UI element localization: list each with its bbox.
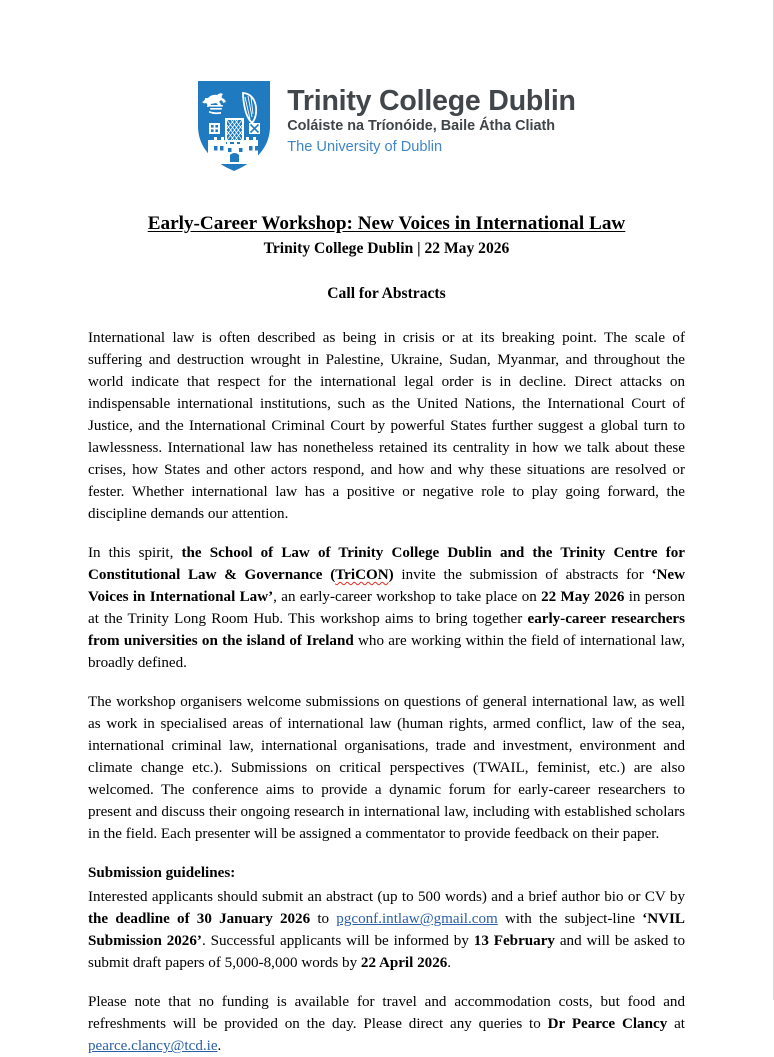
- p4-notification-date: 13 February: [473, 933, 555, 950]
- p2-seg-5: invite the submission of abstracts for: [393, 566, 652, 583]
- p4-subject-line: ‘NVIL Submission 2026’: [88, 911, 685, 950]
- wordmark-subtitle: The University of Dublin: [287, 139, 443, 156]
- paragraph-organisers: [88, 542, 685, 674]
- p2-seg-2: the School of Law of Trinity College Dublin and the Trinity Centre for Constitutional Law & Governance (: [88, 544, 685, 583]
- p2-seg-9: in person at the Trinity Long Room Hub. This workshop aims to bring together: [88, 588, 686, 627]
- p2-seg-1: In this spirit,: [88, 544, 182, 561]
- paragraph-crisis: International law is often described as being in crisis or at its breaking point. The scale of suffering and destruction wrought in Palestine, Ukraine, Sudan, Myanmar, and throughout the world indicate that respect for the international legal order is in decline. Direct attacks on indispensable international institutions, such as the United Nations, the International Court of Justice, and the International Criminal Court by powerful States further suggest a global turn to lawlessness. International law has nonetheless retained its centrality in how we talk about these crises, how States and other actors respond, and how and why these situations are resolved or fester. Whether international law has a positive or negative role to play going forward, the discipline demands our attention.: [88, 329, 685, 522]
- p2-seg-11: who are working within the field of international law, broadly defined.: [88, 632, 685, 671]
- p4-seg-11: .: [447, 955, 452, 972]
- p4-paper-deadline: 22 April 2026: [360, 955, 448, 972]
- p5-seg-5: .: [217, 1038, 222, 1055]
- wordmark-main: Trinity College Dublin: [287, 85, 576, 117]
- trinity-crest-icon: [197, 80, 271, 172]
- p2-seg-6: ‘New Voices in International Law’: [88, 566, 685, 605]
- submission-email-link[interactable]: pgconf.intlaw@gmail.com: [336, 911, 498, 928]
- p2-seg-7: , an early-career workshop to take place on: [273, 588, 542, 605]
- p4-seg-9: and will be asked to submit draft papers of 5,000-8,000 words by: [88, 933, 685, 972]
- p2-seg-10: early-career researchers from universities on the island of Ireland: [88, 610, 685, 649]
- document-title: [88, 212, 685, 236]
- paragraph-funding-note: [88, 991, 685, 1057]
- p5-contact-name: Dr Pearce Clancy: [547, 1016, 668, 1033]
- document-subtitle: Trinity College Dublin | 22 May 2026: [263, 240, 510, 257]
- contact-email-link[interactable]: pearce.clancy@tcd.ie: [88, 1038, 218, 1055]
- p4-seg-3: to: [310, 911, 337, 928]
- p4-seg-1: Interested applicants should submit an abstract (up to 500 words) and a brief author bio or CV by: [88, 889, 685, 906]
- section-heading-call-for-abstracts: Call for Abstracts: [327, 285, 446, 303]
- submission-guidelines-label: Submission guidelines:: [88, 865, 236, 882]
- letterhead: [88, 0, 685, 172]
- p5-seg-1: Please note that no funding is available for travel and accommodation costs, but food and refreshments will be provided on the day. Please direct any queries to: [88, 994, 685, 1033]
- p4-seg-7: . Successful applicants will be informed by: [201, 933, 474, 950]
- p2-tricon-misspelled: TriCON: [335, 566, 389, 583]
- paragraph-submission-details: [88, 886, 685, 974]
- paragraph-topics: The workshop organisers welcome submissions on questions of general international law, as well as work in specialised areas of international law (human rights, armed conflict, law of the sea, international criminal law, international organisations, trade and investment, environment and climate change etc.). Submissions on critical perspectives (TWAIL, feminist, etc.) are also welcomed. The conference aims to provide a dynamic forum for early-career researchers to present and discuss their ongoing research in international law, including with established scholars in the field. Each presenter will be assigned a commentator to provide feedback on their paper.: [88, 694, 685, 843]
- wordmark-irish: Coláiste na Tríonóide, Baile Átha Cliath: [287, 118, 556, 135]
- p4-seg-5: with the subject-line: [497, 911, 643, 928]
- p4-deadline: the deadline of 30 January 2026: [88, 911, 311, 928]
- p2-seg-8: 22 May 2026: [541, 588, 625, 605]
- p5-seg-3: at: [667, 1016, 685, 1033]
- wordmark: [287, 80, 576, 159]
- document-title-text: Early-Career Workshop: New Voices in International Law: [147, 213, 626, 234]
- p2-seg-4: ): [388, 566, 394, 583]
